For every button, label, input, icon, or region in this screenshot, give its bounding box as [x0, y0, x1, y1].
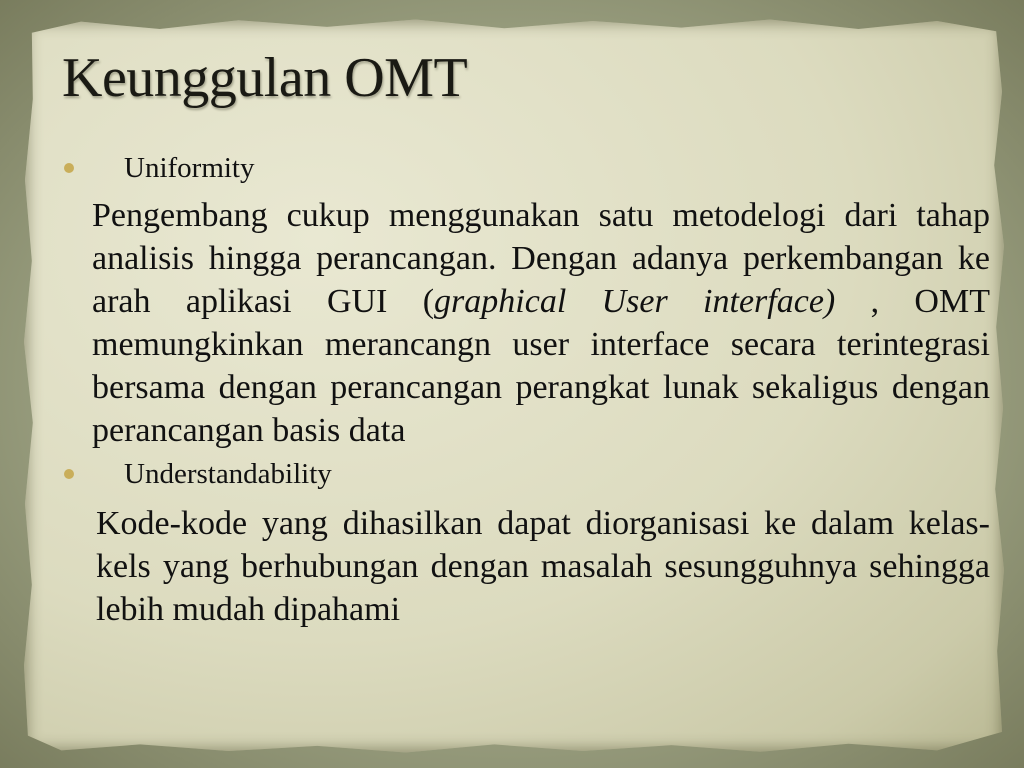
bullet-heading: Uniformity [124, 151, 255, 184]
paragraph-text: Pengembang cukup menggunakan satu metodelogi dari tahap analisis hingga perancangan. Dengan adanya perkembangan ke arah aplikasi GUI ( [92, 197, 990, 320]
slide-title: Keunggulan OMT [62, 47, 468, 109]
bullet-item-understandability [60, 456, 990, 492]
paragraph-italic-text: graphical User interface) [434, 283, 836, 320]
paragraph-text-end: , OMT memungkinkan merancangn user interface secara terintegrasi bersama dengan perancangan perangkat lunak sekaligus dengan perancangan basis data [92, 283, 990, 449]
bullet-dot-icon [64, 469, 74, 479]
slide-content [60, 150, 990, 631]
bullet-item-uniformity [60, 150, 990, 186]
bullet-dot-icon [64, 163, 74, 173]
bullet-heading: Understandability [124, 457, 332, 490]
bullet-paragraph-uniformity [92, 194, 990, 452]
bullet-paragraph-understandability: Kode-kode yang dihasilkan dapat diorganisasi ke dalam kelas-kels yang berhubungan dengan masalah sesungguhnya sehingga lebih mudah dipahami [96, 505, 990, 628]
